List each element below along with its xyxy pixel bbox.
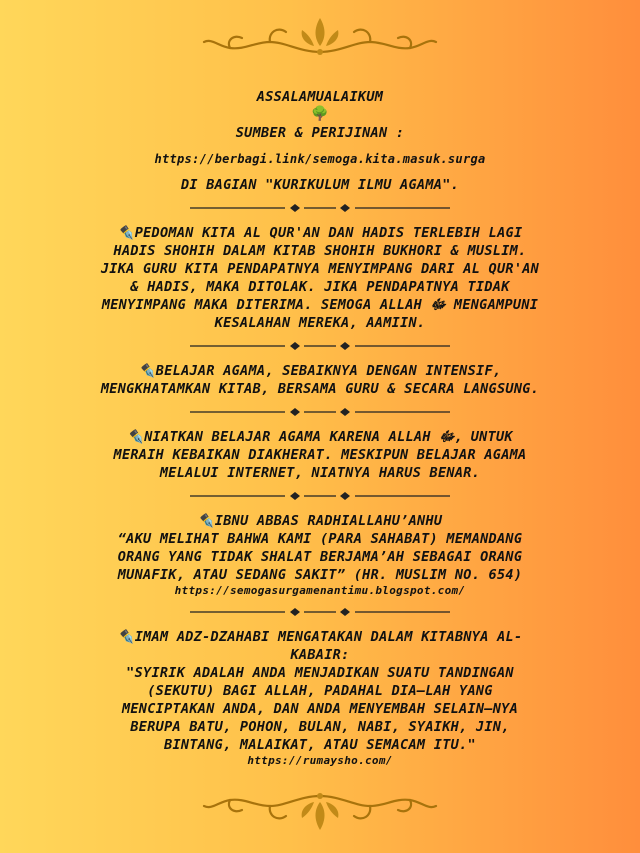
source-label: SUMBER & PERIJINAN : xyxy=(235,125,405,141)
section-line: BINTANG, MALAIKAT, ATAU SEMACAM ITU." xyxy=(164,737,476,753)
section-line: HADIS SHOHIH DALAM KITAB SHOHIH BUKHORI & MUSLIM. xyxy=(113,243,527,259)
post-content xyxy=(40,88,600,768)
section-belajar xyxy=(40,362,600,398)
source-link[interactable]: https://rumaysho.com/ xyxy=(247,754,393,767)
greeting: ASSALAMUALAIKUM xyxy=(256,89,384,105)
section-line: ✒️PEDOMAN KITA AL QUR'AN DAN HADIS TERLEBIH LAGI xyxy=(117,225,523,241)
section-line: & HADIS, MAKA DITOLAK. JIKA PENDAPATNYA TIDAK xyxy=(130,279,510,295)
section-line: ✒️BELAJAR AGAMA, SEBAIKNYA DENGAN INTENSIF, xyxy=(138,363,502,379)
diamond-divider-icon xyxy=(190,490,450,502)
section-line: (SEKUTU) BAGI ALLAH, PADAHAL DIA—LAH YANG xyxy=(147,683,493,699)
section-line: ✒️IBNU ABBAS RADHIALLAHU’ANHU xyxy=(197,513,443,529)
tree-icon: 🌳 xyxy=(311,106,329,122)
section-line: ✒️NIATKAN BELAJAR AGAMA KARENA ALLAH ﷻ, UNTUK xyxy=(127,429,513,445)
section-pedoman xyxy=(40,224,600,332)
section-line: ORANG YANG TIDAK SHALAT BERJAMA’AH SEBAGAI ORANG xyxy=(117,549,523,565)
section-line: MELALUI INTERNET, NIATNYA HARUS BENAR. xyxy=(159,465,481,481)
section-adz-dzahabi xyxy=(40,628,600,768)
section-line: BERUPA BATU, POHON, BULAN, NABI, SYAIKH, JIN, xyxy=(130,719,510,735)
diamond-divider-icon xyxy=(190,202,450,214)
section-note: DI BAGIAN "KURIKULUM ILMU AGAMA". xyxy=(180,177,460,193)
top-floral-ornament-icon xyxy=(190,12,450,60)
section-line: KABAIR: xyxy=(290,647,350,663)
diamond-divider-icon xyxy=(190,606,450,618)
section-line: MENYIMPANG MAKA DITERIMA. SEMOGA ALLAH ﷻ MENGAMPUNI xyxy=(101,297,539,313)
section-line: “AKU MELIHAT BAHWA KAMI (PARA SAHABAT) MEMANDANG xyxy=(117,531,523,547)
section-line: MERAIH KEBAIKAN DIAKHERAT. MESKIPUN BELAJAR AGAMA xyxy=(113,447,527,463)
diamond-divider-icon xyxy=(190,406,450,418)
source-link[interactable]: https://berbagi.link/semoga.kita.masuk.surga xyxy=(154,152,486,166)
section-line: KESALAHAN MEREKA, AAMIIN. xyxy=(214,315,426,331)
section-line: ✒️IMAM ADZ-DZAHABI MENGATAKAN DALAM KITABNYA AL- xyxy=(117,629,523,645)
section-line: MENGKHATAMKAN KITAB, BERSAMA GURU & SECARA LANGSUNG. xyxy=(100,381,540,397)
section-line: JIKA GURU KITA PENDAPATNYA MENYIMPANG DARI AL QUR'AN xyxy=(100,261,540,277)
bottom-floral-ornament-icon xyxy=(190,788,450,836)
section-line: "SYIRIK ADALAH ANDA MENJADIKAN SUATU TANDINGAN xyxy=(126,665,514,681)
section-niat xyxy=(40,428,600,482)
section-ibnu-abbas xyxy=(40,512,600,598)
section-line: MENCIPTAKAN ANDA, DAN ANDA MENYEMBAH SELAIN—NYA xyxy=(121,701,519,717)
diamond-divider-icon xyxy=(190,340,450,352)
section-line: MUNAFIK, ATAU SEDANG SAKIT” (HR. MUSLIM NO. 654) xyxy=(117,567,523,583)
source-link[interactable]: https://semogasurgamenantimu.blogspot.com/ xyxy=(174,584,466,597)
